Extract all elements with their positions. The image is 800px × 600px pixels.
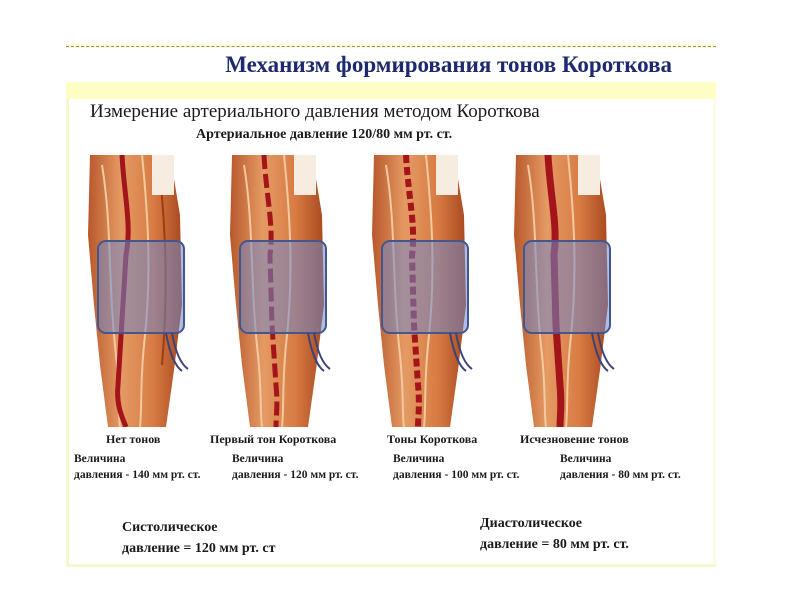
arm-illustration-tones-disappear — [508, 155, 628, 427]
systolic-value: давление = 120 мм рт. ст — [122, 541, 276, 556]
pressure-caption: Величина — [232, 453, 284, 465]
arm-drawing-1 — [82, 155, 202, 427]
stage-label-2: Первый тон Короткова — [210, 432, 337, 446]
pressure-text: давления - 140 мм рт. ст. — [74, 469, 201, 481]
pressure-text: давления - 80 мм рт. ст. — [560, 469, 681, 481]
yellow-strip — [66, 82, 716, 99]
diastolic-title: Диастолическое — [480, 516, 582, 531]
stage-label-1: Нет тонов — [106, 432, 161, 446]
arm-illustration-korotkoff-tones — [366, 155, 486, 427]
figure-panel — [70, 99, 713, 564]
pressure-caption: Величина — [393, 453, 445, 465]
figure-heading: Измерение артериального давления методом Короткова — [90, 101, 540, 122]
slide-title: Механизм формирования тонов Короткова — [225, 52, 672, 77]
diastolic-summary — [480, 513, 629, 555]
pressure-text: давления - 100 мм рт. ст. — [393, 469, 520, 481]
title-bar — [66, 48, 716, 82]
arm-illustration-no-tones — [82, 155, 202, 427]
arm-illustration-first-tone — [224, 155, 344, 427]
systolic-title: Систолическое — [122, 520, 218, 535]
arm-drawing-4 — [508, 155, 628, 427]
pressure-caption: Величина — [74, 453, 126, 465]
bottom-border — [66, 564, 716, 567]
figure-subheading: Артериальное давление 120/80 мм рт. ст. — [196, 127, 453, 142]
right-border — [713, 99, 716, 567]
stage-label-4: Исчезновение тонов — [520, 432, 629, 446]
pressure-value-2 — [232, 451, 358, 483]
pressure-caption: Величина — [560, 453, 612, 465]
systolic-summary — [122, 517, 275, 559]
diastolic-value: давление = 80 мм рт. ст. — [480, 537, 629, 552]
pressure-text: давления - 120 мм рт. ст. — [232, 469, 359, 481]
arm-drawing-3 — [366, 155, 486, 427]
pressure-value-3 — [393, 451, 519, 483]
stage-label-3: Тоны Короткова — [387, 432, 478, 446]
arm-drawing-2 — [224, 155, 344, 427]
pressure-value-1 — [74, 451, 200, 483]
left-border — [66, 99, 69, 567]
pressure-value-4 — [560, 451, 681, 483]
